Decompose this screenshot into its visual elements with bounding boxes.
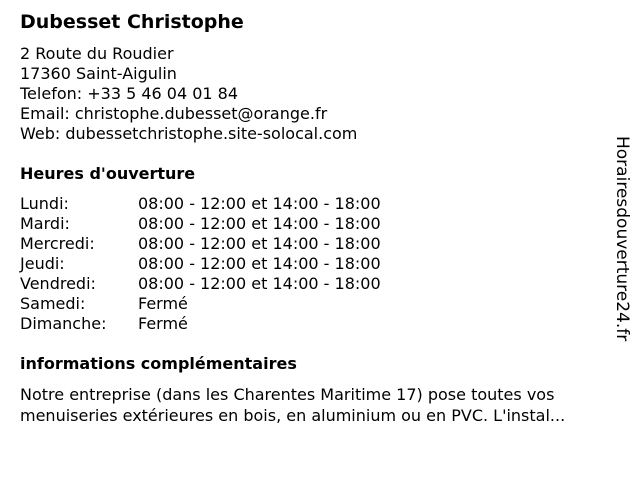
hours-value: 08:00 - 12:00 et 14:00 - 18:00 — [138, 214, 381, 233]
hours-value: Fermé — [138, 294, 188, 313]
email-line: Email: christophe.dubesset@orange.fr — [20, 104, 328, 123]
hours-value: 08:00 - 12:00 et 14:00 - 18:00 — [138, 194, 381, 213]
web-line: Web: dubessetchristophe.site-solocal.com — [20, 124, 358, 143]
hours-row-saturday — [20, 294, 610, 314]
hours-day: Lundi: — [20, 194, 69, 213]
hours-value: Fermé — [138, 314, 188, 333]
hours-row-sunday — [20, 314, 610, 334]
hours-day: Mardi: — [20, 214, 70, 233]
opening-hours-title: Heures d'ouverture — [20, 164, 196, 183]
hours-day: Jeudi: — [20, 254, 65, 273]
hours-value: 08:00 - 12:00 et 14:00 - 18:00 — [138, 234, 381, 253]
hours-row-tuesday — [20, 214, 610, 234]
hours-value: 08:00 - 12:00 et 14:00 - 18:00 — [138, 254, 381, 273]
hours-day: Samedi: — [20, 294, 86, 313]
site-brand-vertical: Horairesdouverture24.fr — [612, 136, 632, 342]
hours-day: Dimanche: — [20, 314, 107, 333]
hours-day: Mercredi: — [20, 234, 95, 253]
additional-info-text: Notre entreprise (dans les Charentes Maritime 17) pose toutes vos menuiseries extérieures en bois, en aluminium ou en PVC. L'instal... — [20, 385, 566, 425]
hours-row-friday — [20, 274, 610, 294]
hours-row-monday — [20, 194, 610, 214]
phone-line: Telefon: +33 5 46 04 01 84 — [20, 84, 239, 103]
opening-hours-table — [20, 194, 610, 334]
address-street: 2 Route du Roudier — [20, 44, 174, 63]
business-name: Dubesset Christophe — [20, 11, 244, 33]
hours-row-wednesday — [20, 234, 610, 254]
business-card — [20, 8, 610, 426]
address-block — [20, 44, 610, 144]
address-city: 17360 Saint-Aigulin — [20, 64, 177, 83]
hours-value: 08:00 - 12:00 et 14:00 - 18:00 — [138, 274, 381, 293]
hours-day: Vendredi: — [20, 274, 96, 293]
hours-row-thursday — [20, 254, 610, 274]
additional-info-title: informations complémentaires — [20, 354, 297, 373]
